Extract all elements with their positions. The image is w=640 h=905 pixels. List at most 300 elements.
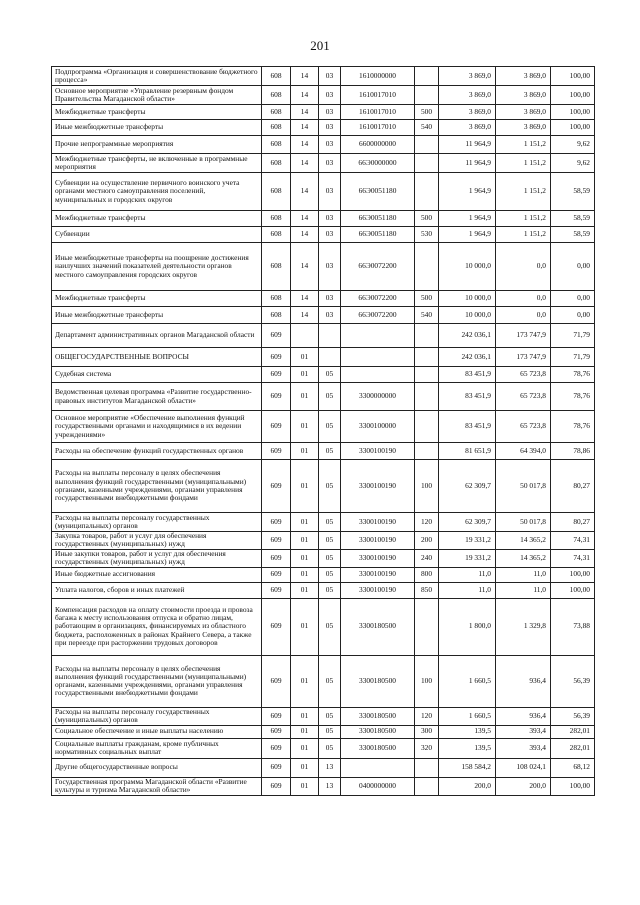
table-row — [52, 67, 595, 86]
cell-c6: 242 036,1 — [439, 348, 496, 367]
cell-c1: 609 — [262, 383, 291, 411]
cell-c4: 3300180500 — [341, 598, 415, 655]
cell-c2: 01 — [291, 707, 319, 725]
cell-c8: 71,79 — [551, 324, 595, 348]
cell-c1: 608 — [262, 211, 291, 227]
cell-c1: 609 — [262, 513, 291, 532]
cell-c5: 500 — [415, 211, 439, 227]
cell-c7: 1 151,2 — [496, 227, 551, 243]
cell-c1: 608 — [262, 227, 291, 243]
cell-c2: 01 — [291, 460, 319, 513]
cell-name: Социальное обеспечение и иные выплаты населению — [52, 725, 262, 738]
cell-c6: 10 000,0 — [439, 243, 496, 291]
cell-c4: 3300180500 — [341, 707, 415, 725]
cell-c6: 11 964,9 — [439, 154, 496, 173]
cell-c5: 120 — [415, 707, 439, 725]
cell-c7: 65 723,8 — [496, 367, 551, 383]
cell-c7: 64 394,0 — [496, 443, 551, 460]
cell-c3: 05 — [319, 582, 341, 598]
cell-c7: 14 365,2 — [496, 549, 551, 567]
cell-c7: 108 024,1 — [496, 758, 551, 777]
cell-c3: 13 — [319, 758, 341, 777]
table-row — [52, 243, 595, 291]
cell-c5 — [415, 154, 439, 173]
table-row — [52, 307, 595, 324]
cell-c6: 11,0 — [439, 582, 496, 598]
cell-c2: 01 — [291, 582, 319, 598]
cell-c2: 01 — [291, 758, 319, 777]
cell-c3: 05 — [319, 532, 341, 550]
table-row — [52, 411, 595, 443]
table-row — [52, 120, 595, 136]
cell-c2: 14 — [291, 86, 319, 105]
cell-c8: 282,01 — [551, 725, 595, 738]
cell-c6: 1 660,5 — [439, 655, 496, 707]
cell-c1: 609 — [262, 598, 291, 655]
cell-c2: 01 — [291, 655, 319, 707]
table-row — [52, 136, 595, 154]
cell-c6: 3 869,0 — [439, 86, 496, 105]
cell-c3: 03 — [319, 154, 341, 173]
cell-c2: 14 — [291, 67, 319, 86]
cell-c3: 03 — [319, 136, 341, 154]
cell-c5 — [415, 383, 439, 411]
table-row — [52, 383, 595, 411]
cell-c2: 14 — [291, 227, 319, 243]
cell-c8: 9,62 — [551, 136, 595, 154]
cell-name: Межбюджетные трансферты — [52, 211, 262, 227]
cell-c4: 66Э0051180 — [341, 173, 415, 211]
cell-c6: 62 309,7 — [439, 460, 496, 513]
cell-c1: 608 — [262, 86, 291, 105]
cell-c4: 3300100190 — [341, 549, 415, 567]
cell-c2: 01 — [291, 725, 319, 738]
cell-c3: 05 — [319, 383, 341, 411]
cell-c3: 05 — [319, 549, 341, 567]
table-row — [52, 105, 595, 120]
cell-name: Расходы на выплаты персоналу государственных (муниципальных) органов — [52, 513, 262, 532]
cell-c6: 1 800,0 — [439, 598, 496, 655]
table-row — [52, 582, 595, 598]
cell-name: Межбюджетные трансферты — [52, 291, 262, 307]
cell-c5 — [415, 86, 439, 105]
cell-c8: 71,79 — [551, 348, 595, 367]
cell-c5: 120 — [415, 513, 439, 532]
table-body — [52, 67, 595, 796]
cell-name: Расходы на выплаты персоналу в целях обеспечения выполнения функций государственными (муниципальными) органами, казенными учреждениями, органами управления государственными внебюджетными фондами — [52, 460, 262, 513]
cell-c2 — [291, 324, 319, 348]
cell-c2: 01 — [291, 532, 319, 550]
budget-table — [51, 66, 595, 796]
cell-c7: 173 747,9 — [496, 348, 551, 367]
cell-c2: 14 — [291, 120, 319, 136]
cell-c6: 83 451,9 — [439, 383, 496, 411]
cell-c3: 05 — [319, 460, 341, 513]
cell-c5 — [415, 411, 439, 443]
page-number: 201 — [310, 38, 330, 53]
cell-c8: 58,59 — [551, 211, 595, 227]
cell-c7: 11,0 — [496, 567, 551, 582]
cell-c4 — [341, 367, 415, 383]
cell-c4: 1610017010 — [341, 120, 415, 136]
cell-c4: 66Э0051180 — [341, 227, 415, 243]
cell-c8: 58,59 — [551, 173, 595, 211]
cell-c5 — [415, 348, 439, 367]
cell-c8: 56,39 — [551, 655, 595, 707]
cell-c1: 609 — [262, 567, 291, 582]
table-row — [52, 738, 595, 758]
cell-c6: 1 964,9 — [439, 173, 496, 211]
cell-c7: 1 151,2 — [496, 136, 551, 154]
cell-c8: 80,27 — [551, 460, 595, 513]
cell-c5 — [415, 324, 439, 348]
cell-c2: 14 — [291, 173, 319, 211]
cell-c4: 66Э0072200 — [341, 307, 415, 324]
cell-c4: 3300100000 — [341, 411, 415, 443]
cell-c2: 14 — [291, 154, 319, 173]
cell-c7: 393,4 — [496, 725, 551, 738]
cell-c3: 05 — [319, 598, 341, 655]
cell-c7: 3 869,0 — [496, 86, 551, 105]
cell-c3: 13 — [319, 777, 341, 795]
cell-c7: 393,4 — [496, 738, 551, 758]
cell-c3: 03 — [319, 307, 341, 324]
cell-name: Субвенции на осуществление первичного воинского учета органами местного самоуправления поселений, муниципальных и городских округов — [52, 173, 262, 211]
cell-name: Иные межбюджетные трансферты — [52, 120, 262, 136]
cell-c1: 609 — [262, 324, 291, 348]
cell-name: Основное мероприятие «Обеспечение выполнения функций государственными органами и находящимися в их ведении учреждениями» — [52, 411, 262, 443]
cell-c8: 100,00 — [551, 582, 595, 598]
cell-name: Государственная программа Магаданской области «Развитие культуры и туризма Магаданской области» — [52, 777, 262, 795]
cell-c6: 62 309,7 — [439, 513, 496, 532]
table-row — [52, 291, 595, 307]
cell-c1: 609 — [262, 725, 291, 738]
table-row — [52, 777, 595, 795]
cell-c1: 609 — [262, 532, 291, 550]
cell-c5 — [415, 758, 439, 777]
cell-c2: 14 — [291, 307, 319, 324]
cell-c4: 3300100190 — [341, 443, 415, 460]
cell-c2: 01 — [291, 513, 319, 532]
cell-c6: 1 964,9 — [439, 227, 496, 243]
cell-c5: 850 — [415, 582, 439, 598]
cell-c6: 19 331,2 — [439, 532, 496, 550]
cell-c3: 05 — [319, 738, 341, 758]
cell-c2: 01 — [291, 777, 319, 795]
cell-c8: 100,00 — [551, 120, 595, 136]
cell-c6: 10 000,0 — [439, 307, 496, 324]
cell-c1: 608 — [262, 243, 291, 291]
cell-c1: 609 — [262, 367, 291, 383]
cell-c7: 1 151,2 — [496, 211, 551, 227]
cell-c7: 14 365,2 — [496, 532, 551, 550]
cell-name: Иные бюджетные ассигнования — [52, 567, 262, 582]
cell-c3 — [319, 324, 341, 348]
cell-c1: 609 — [262, 549, 291, 567]
cell-c5: 500 — [415, 105, 439, 120]
cell-c6: 158 584,2 — [439, 758, 496, 777]
cell-c1: 609 — [262, 777, 291, 795]
cell-c1: 608 — [262, 291, 291, 307]
cell-c6: 11 964,9 — [439, 136, 496, 154]
cell-c1: 609 — [262, 738, 291, 758]
cell-c3: 03 — [319, 291, 341, 307]
cell-name: Расходы на выплаты персоналу в целях обеспечения выполнения функций государственными (муниципальными) органами, казенными учреждениями, органами управления государственными внебюджетными фондами — [52, 655, 262, 707]
cell-c1: 609 — [262, 443, 291, 460]
cell-c4: 0400000000 — [341, 777, 415, 795]
cell-c4: 66Э0072200 — [341, 243, 415, 291]
cell-c8: 78,86 — [551, 443, 595, 460]
cell-name: Межбюджетные трансферты, не включенные в программные мероприятия — [52, 154, 262, 173]
cell-c7: 50 017,8 — [496, 513, 551, 532]
cell-c3: 03 — [319, 86, 341, 105]
cell-c2: 14 — [291, 105, 319, 120]
cell-c3: 03 — [319, 120, 341, 136]
cell-c8: 100,00 — [551, 67, 595, 86]
cell-c7: 1 329,8 — [496, 598, 551, 655]
cell-c1: 609 — [262, 348, 291, 367]
cell-c4: 3300180500 — [341, 655, 415, 707]
cell-c5: 100 — [415, 460, 439, 513]
table-row — [52, 443, 595, 460]
cell-c5 — [415, 67, 439, 86]
cell-name: Департамент административных органов Магаданской области — [52, 324, 262, 348]
table-row — [52, 460, 595, 513]
table-row — [52, 549, 595, 567]
cell-c7: 936,4 — [496, 707, 551, 725]
cell-c4: 3300100190 — [341, 567, 415, 582]
table-row — [52, 348, 595, 367]
cell-name: Социальные выплаты гражданам, кроме публичных нормативных социальных выплат — [52, 738, 262, 758]
cell-c3: 05 — [319, 707, 341, 725]
table-row — [52, 567, 595, 582]
cell-c7: 0,0 — [496, 243, 551, 291]
cell-c2: 01 — [291, 383, 319, 411]
cell-c6: 83 451,9 — [439, 411, 496, 443]
cell-c8: 74,31 — [551, 532, 595, 550]
cell-c5 — [415, 243, 439, 291]
cell-c5 — [415, 367, 439, 383]
table-row — [52, 324, 595, 348]
table-row — [52, 758, 595, 777]
cell-name: Иные закупки товаров, работ и услуг для обеспечения государственных (муниципальных) нужд — [52, 549, 262, 567]
cell-c1: 608 — [262, 67, 291, 86]
cell-c1: 609 — [262, 655, 291, 707]
cell-c3: 03 — [319, 67, 341, 86]
cell-c3: 05 — [319, 567, 341, 582]
cell-c6: 3 869,0 — [439, 67, 496, 86]
cell-name: Подпрограмма «Организация и совершенствование бюджетного процесса» — [52, 67, 262, 86]
cell-c2: 01 — [291, 443, 319, 460]
cell-c8: 100,00 — [551, 105, 595, 120]
cell-name: Основное мероприятие «Управление резервным фондом Правительства Магаданской области» — [52, 86, 262, 105]
cell-c8: 0,00 — [551, 291, 595, 307]
cell-c1: 609 — [262, 707, 291, 725]
cell-c7: 65 723,8 — [496, 411, 551, 443]
cell-c3: 03 — [319, 243, 341, 291]
table-row — [52, 86, 595, 105]
cell-c2: 01 — [291, 598, 319, 655]
cell-c6: 10 000,0 — [439, 291, 496, 307]
table-row — [52, 707, 595, 725]
cell-c4: 66Э0051180 — [341, 211, 415, 227]
table-row — [52, 598, 595, 655]
cell-c8: 100,00 — [551, 86, 595, 105]
cell-c1: 609 — [262, 460, 291, 513]
cell-c6: 81 651,9 — [439, 443, 496, 460]
cell-c4: 3300000000 — [341, 383, 415, 411]
cell-c7: 3 869,0 — [496, 67, 551, 86]
cell-c3: 05 — [319, 411, 341, 443]
cell-c7: 50 017,8 — [496, 460, 551, 513]
cell-c5 — [415, 443, 439, 460]
cell-c1: 608 — [262, 136, 291, 154]
cell-c5: 500 — [415, 291, 439, 307]
cell-c2: 01 — [291, 348, 319, 367]
cell-c4: 1610000000 — [341, 67, 415, 86]
cell-c3: 05 — [319, 443, 341, 460]
cell-c5: 100 — [415, 655, 439, 707]
cell-c6: 200,0 — [439, 777, 496, 795]
cell-c7: 3 869,0 — [496, 120, 551, 136]
table-row — [52, 725, 595, 738]
cell-c8: 74,31 — [551, 549, 595, 567]
cell-c2: 01 — [291, 549, 319, 567]
cell-c8: 80,27 — [551, 513, 595, 532]
cell-c4: 3300180500 — [341, 725, 415, 738]
cell-name: Субвенции — [52, 227, 262, 243]
cell-c8: 78,76 — [551, 411, 595, 443]
cell-name: Расходы на выплаты персоналу государственных (муниципальных) органов — [52, 707, 262, 725]
table-row — [52, 655, 595, 707]
cell-c8: 100,00 — [551, 777, 595, 795]
cell-c4 — [341, 324, 415, 348]
cell-c4: 3300100190 — [341, 460, 415, 513]
cell-name: Закупка товаров, работ и услуг для обеспечения государственных (муниципальных) нужд — [52, 532, 262, 550]
cell-c5 — [415, 777, 439, 795]
cell-c6: 1 660,5 — [439, 707, 496, 725]
cell-c6: 139,5 — [439, 738, 496, 758]
cell-c5: 240 — [415, 549, 439, 567]
cell-c7: 200,0 — [496, 777, 551, 795]
cell-name: Иные межбюджетные трансферты — [52, 307, 262, 324]
cell-c5: 300 — [415, 725, 439, 738]
cell-c8: 9,62 — [551, 154, 595, 173]
cell-name: Ведомственная целевая программа «Развитие государственно-правовых институтов Магаданской области» — [52, 383, 262, 411]
cell-c3: 05 — [319, 655, 341, 707]
cell-c5: 540 — [415, 120, 439, 136]
cell-name: Иные межбюджетные трансферты на поощрение достижения наилучших значений показателей деятельности органов местного самоуправления городских округов — [52, 243, 262, 291]
cell-name: Межбюджетные трансферты — [52, 105, 262, 120]
cell-c5: 800 — [415, 567, 439, 582]
table-row — [52, 367, 595, 383]
cell-c6: 242 036,1 — [439, 324, 496, 348]
cell-c7: 1 151,2 — [496, 173, 551, 211]
cell-c8: 56,39 — [551, 707, 595, 725]
cell-c7: 1 151,2 — [496, 154, 551, 173]
cell-c8: 58,59 — [551, 227, 595, 243]
cell-c2: 14 — [291, 136, 319, 154]
cell-name: Компенсация расходов на оплату стоимости проезда и провоза багажа к месту использования отпуска и обратно лицам, работающим в организациях, финансируемых из областного бюджета, расположенных в районах Крайнего Севера, а также при переезде при расторжении трудовых договоров — [52, 598, 262, 655]
cell-c1: 609 — [262, 758, 291, 777]
cell-c8: 100,00 — [551, 567, 595, 582]
cell-c6: 1 964,9 — [439, 211, 496, 227]
cell-c6: 19 331,2 — [439, 549, 496, 567]
cell-c8: 73,88 — [551, 598, 595, 655]
cell-c4: 1610017010 — [341, 86, 415, 105]
cell-c4: 66Э0072200 — [341, 291, 415, 307]
cell-c8: 78,76 — [551, 367, 595, 383]
cell-c1: 608 — [262, 105, 291, 120]
cell-c7: 173 747,9 — [496, 324, 551, 348]
cell-c6: 139,5 — [439, 725, 496, 738]
cell-c4: 3300100190 — [341, 532, 415, 550]
cell-c6: 3 869,0 — [439, 105, 496, 120]
cell-c8: 78,76 — [551, 383, 595, 411]
cell-c1: 609 — [262, 411, 291, 443]
cell-c5: 200 — [415, 532, 439, 550]
cell-c3: 05 — [319, 513, 341, 532]
cell-c5: 320 — [415, 738, 439, 758]
cell-c5: 540 — [415, 307, 439, 324]
cell-c2: 01 — [291, 738, 319, 758]
cell-c3 — [319, 348, 341, 367]
cell-c3: 03 — [319, 173, 341, 211]
cell-c1: 608 — [262, 120, 291, 136]
cell-c6: 3 869,0 — [439, 120, 496, 136]
cell-c4: 3300100190 — [341, 513, 415, 532]
cell-c3: 05 — [319, 367, 341, 383]
cell-c4 — [341, 758, 415, 777]
cell-c8: 0,00 — [551, 307, 595, 324]
cell-c2: 01 — [291, 411, 319, 443]
cell-c8: 0,00 — [551, 243, 595, 291]
cell-c2: 14 — [291, 291, 319, 307]
table-row — [52, 513, 595, 532]
cell-name: Прочие непрограммные мероприятия — [52, 136, 262, 154]
cell-c7: 0,0 — [496, 307, 551, 324]
cell-name: Уплата налогов, сборов и иных платежей — [52, 582, 262, 598]
table-row — [52, 227, 595, 243]
table-row — [52, 211, 595, 227]
cell-c2: 14 — [291, 211, 319, 227]
cell-c7: 11,0 — [496, 582, 551, 598]
cell-c4: 3300100190 — [341, 582, 415, 598]
table-row — [52, 532, 595, 550]
cell-c4: 66Э0000000 — [341, 154, 415, 173]
cell-c3: 03 — [319, 105, 341, 120]
cell-name: Другие общегосударственные вопросы — [52, 758, 262, 777]
cell-c4: 6600000000 — [341, 136, 415, 154]
cell-c3: 05 — [319, 725, 341, 738]
cell-c7: 3 869,0 — [496, 105, 551, 120]
cell-c8: 68,12 — [551, 758, 595, 777]
cell-c7: 65 723,8 — [496, 383, 551, 411]
cell-c2: 01 — [291, 367, 319, 383]
cell-c1: 608 — [262, 173, 291, 211]
table-row — [52, 173, 595, 211]
cell-c2: 14 — [291, 243, 319, 291]
cell-c5: 530 — [415, 227, 439, 243]
cell-c5 — [415, 173, 439, 211]
cell-c3: 03 — [319, 227, 341, 243]
cell-c1: 608 — [262, 154, 291, 173]
cell-c3: 03 — [319, 211, 341, 227]
cell-c5 — [415, 136, 439, 154]
cell-c2: 01 — [291, 567, 319, 582]
cell-c6: 11,0 — [439, 567, 496, 582]
cell-c4: 3300180500 — [341, 738, 415, 758]
